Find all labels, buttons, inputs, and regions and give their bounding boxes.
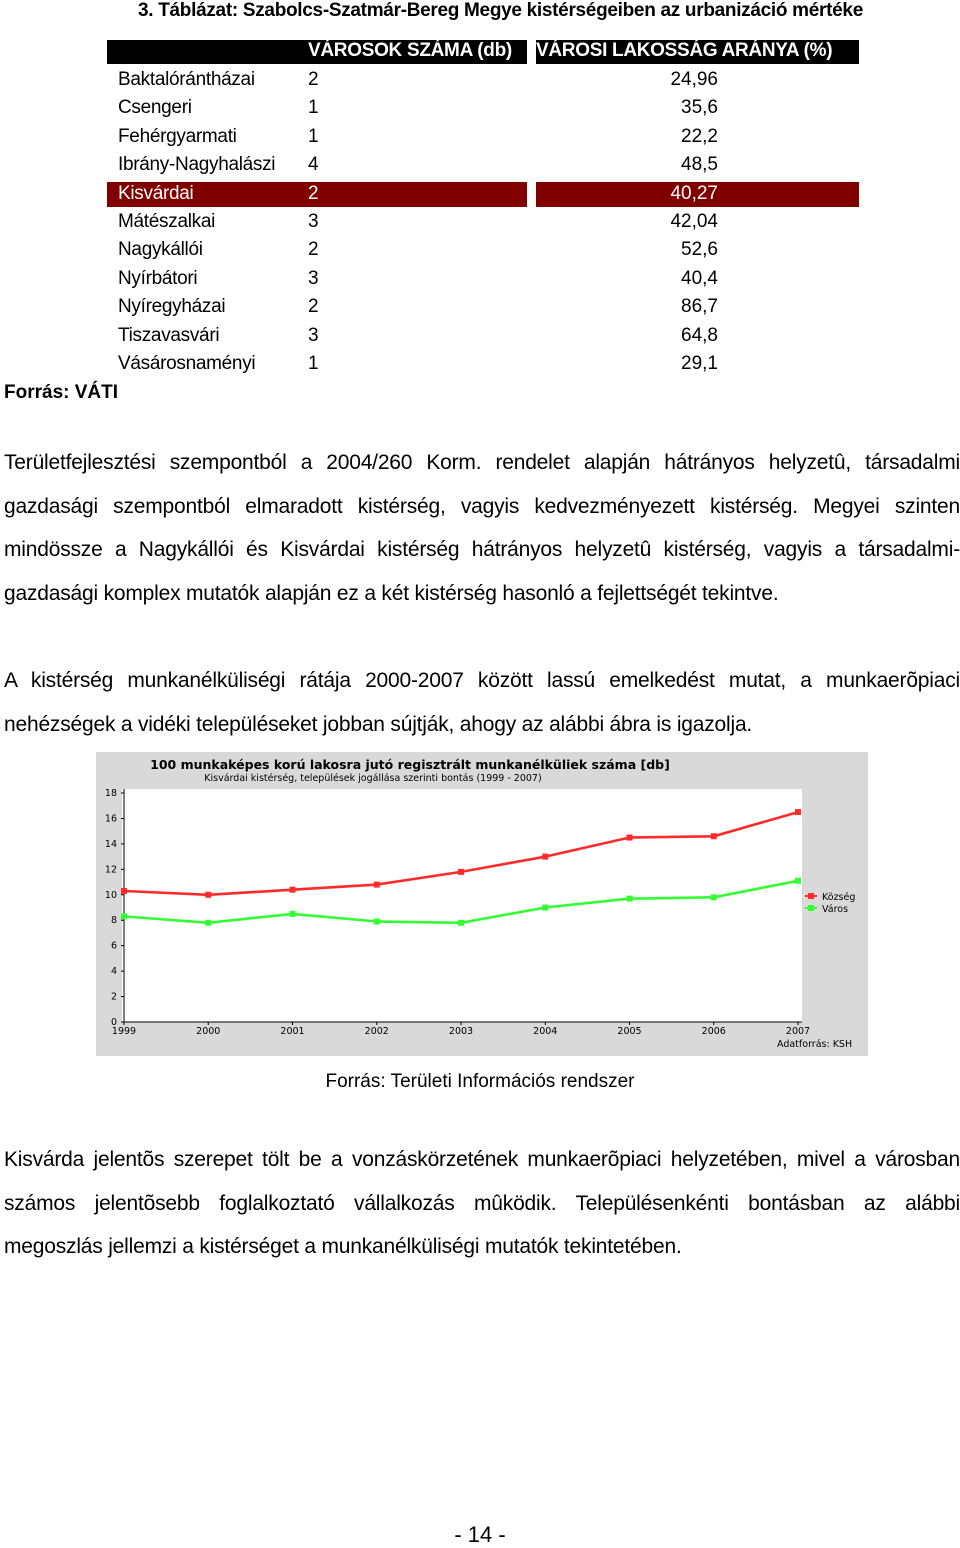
y-tick-label: 6: [110, 940, 117, 952]
data-point: [121, 913, 127, 919]
data-point: [121, 888, 127, 894]
legend-label: Község: [822, 892, 856, 903]
x-tick-label: 2002: [364, 1026, 389, 1037]
data-point: [627, 835, 633, 841]
region-name: Tiszavasvári: [118, 324, 220, 346]
paragraph-3: [4, 1138, 960, 1269]
data-point: [374, 882, 380, 888]
data-point: [205, 920, 211, 926]
region-name: Ibrány-Nagyhalászi: [118, 154, 276, 176]
region-name: Mátészalkai: [118, 211, 216, 232]
paragraph-2: [4, 659, 960, 746]
city-count: 2: [308, 69, 319, 90]
x-tick-label: 2007: [785, 1026, 811, 1037]
data-point: [795, 809, 801, 815]
x-tick-label: 2003: [448, 1026, 474, 1037]
table-row: [107, 236, 859, 264]
city-count: 2: [308, 239, 319, 261]
x-tick-label: 2004: [533, 1026, 558, 1037]
city-count: 1: [308, 125, 319, 147]
table-row: [107, 66, 859, 94]
city-count: 2: [308, 182, 319, 204]
city-count: 1: [308, 353, 319, 374]
table-row: [107, 293, 859, 321]
data-point: [290, 887, 296, 893]
table-row: [107, 265, 859, 293]
header-blank-cell: [107, 40, 294, 64]
urban-share: 29,1: [681, 353, 718, 374]
urban-share: 48,5: [681, 154, 718, 176]
y-tick-label: 4: [110, 966, 117, 978]
y-tick-label: 16: [104, 813, 117, 825]
region-name: Csengeri: [118, 97, 192, 119]
chart-source-note: Adatforrás: KSH: [777, 1039, 853, 1050]
header-count: VÁROSOK SZÁMA (db): [308, 40, 512, 61]
urban-share: 40,4: [681, 267, 718, 289]
city-count: 4: [308, 154, 319, 176]
paragraph-line: nehézségek a vidéki településeket jobban sújtják, ahogy az alábbi ábra is igazolja.: [4, 712, 753, 736]
y-tick-label: 8: [110, 915, 117, 927]
urban-share: 52,6: [681, 239, 718, 261]
urban-share: 24,96: [670, 69, 718, 90]
plot-area: [122, 789, 802, 1022]
data-point: [458, 869, 464, 875]
urban-share: 40,27: [670, 182, 718, 204]
city-count: 3: [308, 324, 319, 346]
table-row: [107, 94, 859, 122]
data-point: [458, 920, 464, 926]
table-row: [107, 123, 859, 151]
table-row: [107, 208, 859, 236]
x-tick-label: 2006: [701, 1026, 726, 1037]
chart-caption: Forrás: Területi Információs rendszer: [325, 1071, 635, 1092]
data-point: [795, 878, 801, 884]
city-count: 2: [308, 296, 319, 318]
y-tick-label: 2: [110, 991, 117, 1003]
table-source: Forrás: VÁTI: [4, 382, 119, 403]
region-name: Baktalórántházai: [118, 69, 255, 90]
region-name: Vásárosnaményi: [118, 353, 256, 374]
table-title: 3. Táblázat: Szabolcs-Szatmár-Bereg Megye kistérségeiben az urbanizáció mértéke: [138, 0, 863, 21]
paragraph-line: számos jelentõsebb foglalkoztató vállalkozás mûködik. Településenkénti bontásban az alábbi: [4, 1191, 960, 1215]
y-tick-label: 10: [104, 889, 117, 901]
city-count: 1: [308, 97, 319, 119]
urban-share: 42,04: [670, 211, 718, 232]
urban-share: 86,7: [681, 296, 718, 318]
chart-svg: [96, 752, 868, 1056]
paragraph-line: Kisvárda jelentõs szerepet tölt be a vonzáskörzetének munkaerõpiaci helyzetében, mivel a városban: [4, 1148, 960, 1171]
region-name: Kisvárdai: [118, 182, 194, 204]
urban-share: 64,8: [681, 324, 718, 346]
y-tick-label: 14: [104, 838, 117, 850]
y-tick-label: 18: [104, 788, 117, 799]
region-name: Fehérgyarmati: [118, 125, 237, 147]
page-number: - 14 -: [454, 1522, 506, 1547]
unemployment-chart: [96, 752, 868, 1056]
data-point: [205, 892, 211, 898]
paragraph-1: [4, 441, 960, 615]
y-tick-label: 0: [110, 1017, 117, 1028]
header-share: VÁROSI LAKOSSÁG ARÁNYA (%): [536, 40, 833, 61]
table-header-row: [107, 38, 859, 64]
paragraph-line: Területfejlesztési szempontból a 2004/260 Korm. rendelet alapján hátrányos helyzetû, társadalmi: [4, 451, 960, 474]
x-tick-label: 2005: [617, 1026, 642, 1037]
table-row: [107, 350, 859, 378]
table-row: [107, 322, 859, 350]
city-count: 3: [308, 211, 319, 232]
paragraph-line: A kistérség munkanélküliségi rátája 2000-2007 között lassú emelkedést mutat, a munkaerõpiaci: [4, 669, 960, 692]
x-tick-label: 2001: [280, 1026, 305, 1037]
table-row: [107, 151, 859, 179]
y-tick-label: 12: [104, 864, 117, 876]
x-tick-label: 1999: [111, 1026, 137, 1037]
x-tick-label: 2000: [196, 1026, 221, 1037]
table-row: [107, 180, 859, 208]
city-count: 3: [308, 267, 319, 289]
data-point: [374, 918, 380, 924]
region-name: Nyírbátori: [118, 267, 198, 289]
urban-share: 35,6: [681, 97, 718, 119]
chart-title: 100 munkaképes korú lakosra jutó regisztrált munkanélküliek száma [db]: [150, 757, 670, 772]
data-point: [290, 911, 296, 917]
paragraph-line: gazdasági szempontból elmaradott kistérség, vagyis kedvezményezett kistérség. Megyei szinten: [4, 494, 960, 518]
paragraph-line: megoszlás jellemzi a kistérséget a munkanélküliségi mutatók tekintetében.: [4, 1235, 682, 1258]
urban-share: 22,2: [681, 125, 718, 147]
data-point: [711, 894, 717, 900]
data-point: [711, 833, 717, 839]
chart-subtitle: Kisvárdai kistérség, települések jogállása szerinti bontás (1999 - 2007): [204, 773, 542, 784]
region-name: Nagykállói: [118, 239, 203, 261]
legend-label: Város: [822, 904, 849, 915]
paragraph-line: gazdasági komplex mutatók alapján ez a két kistérség hasonló a fejlettségét tekintve.: [4, 581, 779, 605]
data-point: [542, 854, 548, 860]
paragraph-line: mindössze a Nagykállói és Kisvárdai kistérség hátrányos helyzetû kistérség, vagyis a társadalmi-: [4, 538, 960, 561]
data-point: [627, 896, 633, 902]
data-point: [542, 905, 548, 911]
region-name: Nyíregyházai: [118, 296, 226, 318]
